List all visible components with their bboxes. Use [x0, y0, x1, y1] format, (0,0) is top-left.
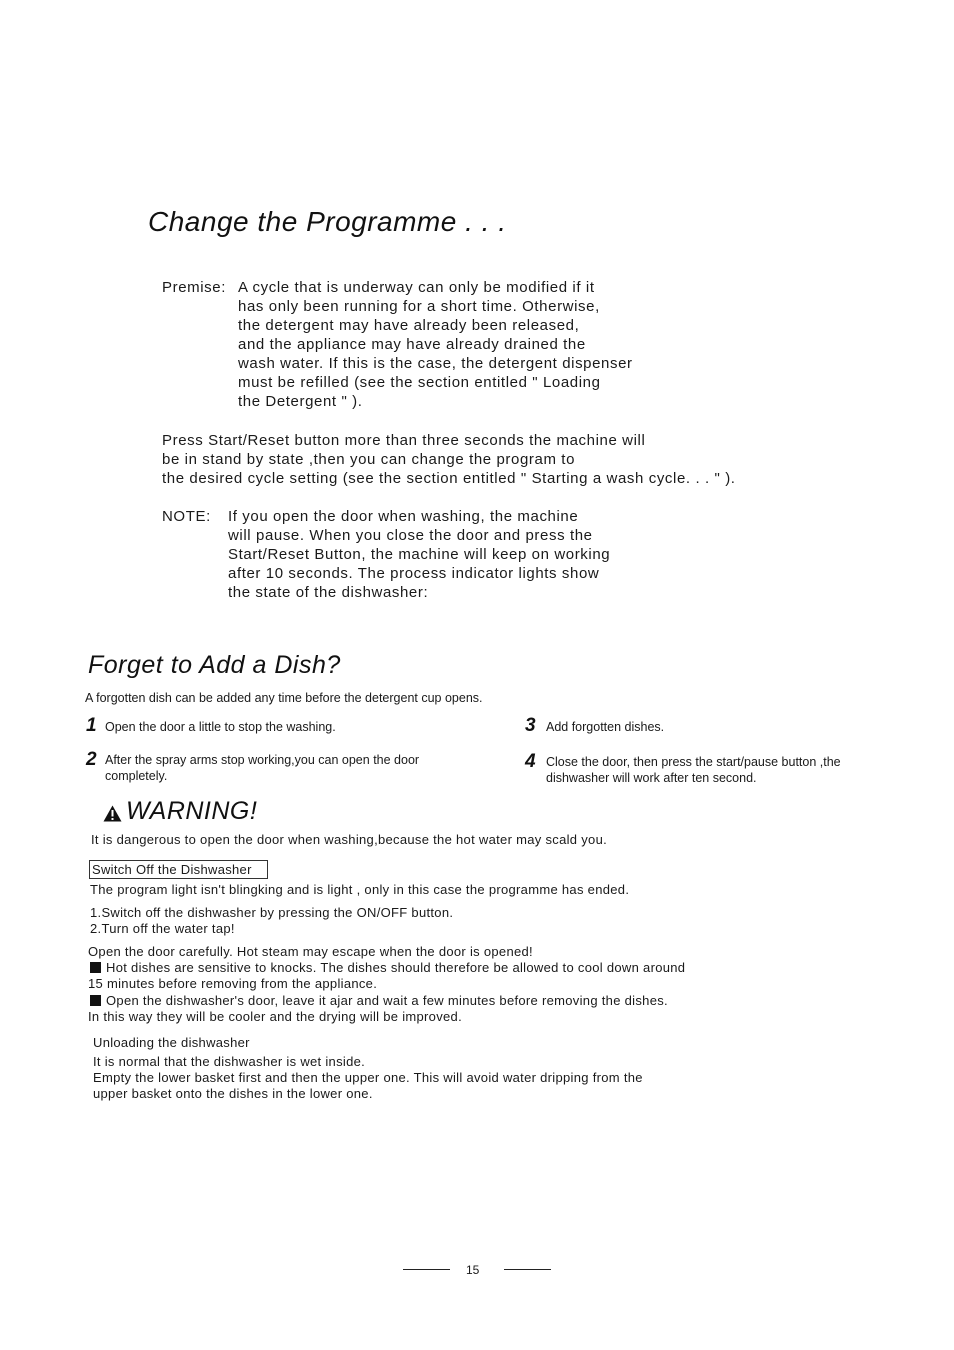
forget-dish-heading: Forget to Add a Dish?	[88, 651, 341, 679]
step-text	[546, 754, 886, 786]
warning-heading: WARNING!	[126, 797, 258, 825]
footer-rule-right	[504, 1269, 551, 1270]
step-line: Close the door, then press the start/pause button ,the	[546, 755, 841, 769]
switch-off-step: 2.Turn off the water tap!	[90, 921, 235, 936]
premise-line: must be refilled (see the section entitled " Loading	[238, 374, 601, 391]
step-text	[105, 719, 455, 735]
step-number: 2	[86, 749, 97, 770]
warning-text: It is dangerous to open the door when washing,because the hot water may scald you.	[91, 832, 608, 847]
bullet-item	[88, 993, 668, 1025]
switch-off-steps	[90, 905, 453, 937]
premise-line: has only been running for a short time. Otherwise,	[238, 298, 600, 315]
note-line: the state of the dishwasher:	[228, 584, 429, 601]
press-line: Press Start/Reset button more than three seconds the machine will	[162, 432, 646, 449]
step-line: Open the door a little to stop the washing.	[105, 720, 336, 734]
note-label: NOTE:	[162, 508, 211, 525]
unloading-line: Empty the lower basket first and then the upper one. This will avoid water dripping from the	[93, 1070, 643, 1085]
press-line: the desired cycle setting (see the section entitled " Starting a wash cycle. . . " ).	[162, 470, 736, 487]
step-line: completely.	[105, 769, 168, 783]
press-reset-paragraph	[162, 431, 736, 488]
note-line: will pause. When you close the door and press the	[228, 527, 593, 544]
bullet-line: In this way they will be cooler and the drying will be improved.	[88, 1009, 462, 1024]
unloading-text	[93, 1054, 643, 1102]
step-text	[546, 719, 886, 735]
note-line: after 10 seconds. The process indicator lights show	[228, 565, 600, 582]
step-line: Add forgotten dishes.	[546, 720, 665, 734]
premise-text	[238, 278, 633, 411]
square-bullet-icon	[90, 962, 101, 973]
step-line: After the spray arms stop working,you can open the door	[105, 753, 420, 767]
step-number: 3	[525, 715, 536, 736]
warning-triangle-icon	[103, 805, 122, 827]
premise-line: the detergent may have already been released,	[238, 317, 580, 334]
note-line: If you open the door when washing, the machine	[228, 508, 579, 525]
program-light-text: The program light isn't blingking and is light , only in this case the programme has ended.	[90, 882, 630, 897]
note-text	[228, 507, 610, 602]
unloading-line: upper basket onto the dishes in the lower one.	[93, 1086, 373, 1101]
bullet-line: 15 minutes before removing from the appliance.	[88, 976, 378, 991]
switch-off-title: Switch Off the Dishwasher	[89, 860, 268, 879]
premise-line: A cycle that is underway can only be modified if it	[238, 279, 595, 296]
step-line: dishwasher will work after ten second.	[546, 771, 757, 785]
premise-label: Premise:	[162, 279, 226, 296]
bullet-line: Hot dishes are sensitive to knocks. The dishes should therefore be allowed to cool down around	[106, 960, 686, 975]
note-line: Start/Reset Button, the machine will keep on working	[228, 546, 611, 563]
premise-line: the Detergent " ).	[238, 393, 363, 410]
footer-rule-left	[403, 1269, 450, 1270]
unloading-title: Unloading the dishwasher	[93, 1035, 250, 1050]
forget-dish-intro: A forgotten dish can be added any time before the detergent cup opens.	[85, 691, 483, 705]
square-bullet-icon	[90, 995, 101, 1006]
page-number: 15	[466, 1263, 480, 1277]
bullet-item	[88, 960, 685, 992]
bullet-line: Open the dishwasher's door, leave it ajar and wait a few minutes before removing the dishes.	[106, 993, 668, 1008]
unloading-line: It is normal that the dishwasher is wet inside.	[93, 1054, 366, 1069]
step-number: 4	[525, 751, 536, 772]
step-number: 1	[86, 715, 97, 736]
open-door-text: Open the door carefully. Hot steam may escape when the door is opened!	[88, 944, 533, 959]
premise-line: and the appliance may have already drained the	[238, 336, 586, 353]
premise-line: wash water. If this is the case, the detergent dispenser	[238, 355, 633, 372]
switch-off-step: 1.Switch off the dishwasher by pressing the ON/OFF button.	[90, 905, 454, 920]
step-text	[105, 752, 465, 784]
press-line: be in stand by state ,then you can change the program to	[162, 451, 576, 468]
change-programme-heading: Change the Programme . . .	[148, 206, 507, 237]
